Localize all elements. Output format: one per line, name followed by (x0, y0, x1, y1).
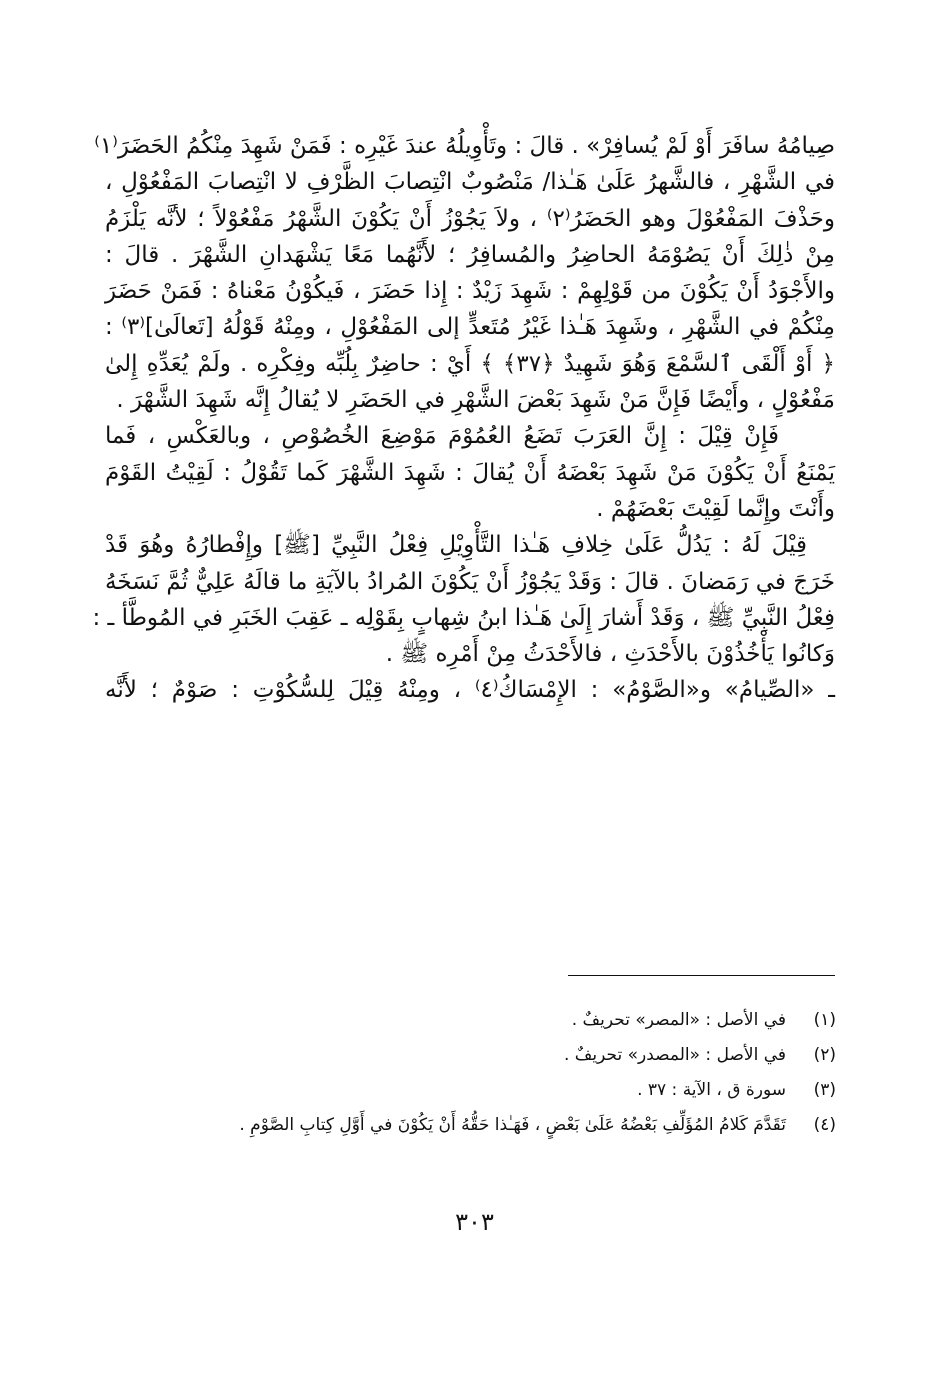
footnote-item (160, 1038, 836, 1073)
footnote-number: (٢) (813, 1045, 836, 1065)
footnote-text: في الأصل : «المصر» تحريفٌ . (571, 1010, 786, 1030)
text-line: يَمْنَعُ أَنْ يَكُوْنَ مَنْ شَهِدَ بَعْضَهُ أَنْ يُقالَ : شَهِدَ الشَّهْرَ كَما تَقُوْلُ : لَقِيْتُ القَوْمَ (105, 459, 835, 486)
footnote-number: (٤) (813, 1115, 836, 1135)
text-line: مِنْ ذٰلِكَ أَنْ يَصُوْمَهُ الحاضِرُ والمُسافِرُ ؛ لأَنَّهُما مَعًا يَشْهَدانِ الشَّهْرَ . قالَ : (105, 241, 835, 268)
footnote-text: في الأصل : «المصدر» تحريفٌ . (564, 1045, 786, 1065)
text-line: قِيْلَ لَهُ : يَدُلُّ عَلَىٰ خِلافِ هَـٰذا التَّأْوِيْلِ فِعْلُ النَّبِيِّ [ﷺ] وإِفْطارُهُ وهُوَ قَدْ (105, 532, 807, 559)
text-line: وأَنْتَ وإِنَّما لَقِيْتَ بَعْضَهُمْ . (596, 495, 835, 522)
paragraph (94, 128, 836, 418)
footnote-text: سورة ق ، الآية : ٣٧ . (637, 1080, 786, 1100)
text-line: ـ «الصِّيامُ» و«الصَّوْمُ» : الإِمْسَاكُ⁽٤⁾ ، ومِنْهُ قِيْلَ لِلسُّكُوْتِ : صَوْمٌ ؛ لأَنَّه (105, 677, 835, 704)
text-line: مَفْعُوْلٍ ، وأَيْضًا فَإِنَّ مَنْ شَهِدَ بَعْضَ الشَّهْرِ في الحَضَرِ لا يُقالُ إِنَّه شَهِدَ الشَّهْرَ . (116, 387, 835, 414)
text-line: وحَذْفَ المَفْعُوْلَ وهو الحَضَرُ⁽٢⁾ ، ولاَ يَجُوْزُ أَنْ يَكُوْنَ الشَّهْرُ مَفْعُوْلاً ؛ لأنَّه يَلْزَمُ (105, 205, 835, 232)
footnote-item (160, 1073, 836, 1108)
footnote-item (160, 1003, 836, 1038)
paragraph (105, 418, 835, 527)
main-text (92, 128, 836, 709)
footnote-text: تَقَدَّمَ كَلامُ المُؤَلِّفِ بَعْضُهُ عَلَىٰ بَعْضٍ ، فَهَـٰذا حَقُّهُ أَنْ يَكُوْنَ في أَوَّلِ كِتابِ الصَّوْمِ . (239, 1115, 786, 1135)
footnote-divider (568, 975, 835, 976)
footnotes (160, 1003, 836, 1143)
paragraph (105, 672, 835, 708)
text-line: فِعْلُ النَّبِيِّ ﷺ ، وَقَدْ أَشارَ إِلَىٰ هَـٰذا ابنُ شِهابٍ بِقَوْلِه ـ عَقِبَ الخَبَرِ في المُوطَّأ ـ : (92, 604, 835, 631)
footnote-number: (٣) (813, 1080, 836, 1100)
text-line: فَإِنْ قِيْلَ : إِنَّ العَرَبَ تَضَعُ العُمُوْمَ مَوْضِعَ الخُصُوْصِ ، وبالعَكْسِ ، فَما (105, 423, 779, 450)
text-line: في الشَّهْرِ ، فالشَّهرُ عَلَىٰ هَـٰذا/ مَنْصُوبٌ انْتِصابَ الظَّرْفِ لا انْتِصابَ المَفْعُوْلِ ، (105, 169, 835, 196)
footnote-number: (١) (813, 1010, 836, 1030)
text-line: وَكانُوا يَأْخُذُوْنَ بالأَحْدَثِ ، فالأَحْدَثُ مِنْ أَمْرِه ﷺ . (385, 641, 835, 668)
page-number: ٣٠٣ (455, 1208, 494, 1236)
paragraph (92, 527, 835, 672)
text-line: مِنْكُمْ في الشَّهْرِ ، وشَهِدَ هَـٰذا غَيْرُ مُتَعدٍّ إلى المَفْعُوْلِ ، ومِنْهُ قَوْلُهُ [تَعالَىٰ]⁽٣⁾ : (105, 314, 836, 341)
footnote-item (160, 1108, 836, 1143)
text-line: والأَجْوَدُ أَنْ يَكُوْنَ من قَوْلِهِمْ : شَهِدَ زَيْدٌ : إِذا حَضَرَ ، فَيكُوْنُ مَعْناهُ : فَمَنْ حَضَرَ (105, 278, 835, 305)
text-line: خَرَجَ في رَمَضانَ . قالَ : وَقَدْ يَجُوْزُ أَنْ يَكُوْنَ المُرادُ بالآيَةِ ما قالَهُ عَلِيٌّ ثُمَّ نَسَخَهُ (105, 568, 835, 595)
text-line: صِيامُهُ سافَرَ أَوْ لَمْ يُسافِرْ» . قالَ : وتَأْوِيلُهُ عندَ غَيْرِه : فَمَنْ شَهِدَ مِنْكُمُ الحَضَرَ⁽١⁾ (94, 133, 835, 159)
text-line: ﴿ أَوْ أَلْقَى ٱلسَّمْعَ وَهُوَ شَهِيدٌ ﴿٣٧﴾ ﴾ أَيْ : حاضِرٌ بِلُبِّه وفِكْرِه . ولَمْ يُعَدِّهِ إِلىٰ (105, 350, 835, 377)
